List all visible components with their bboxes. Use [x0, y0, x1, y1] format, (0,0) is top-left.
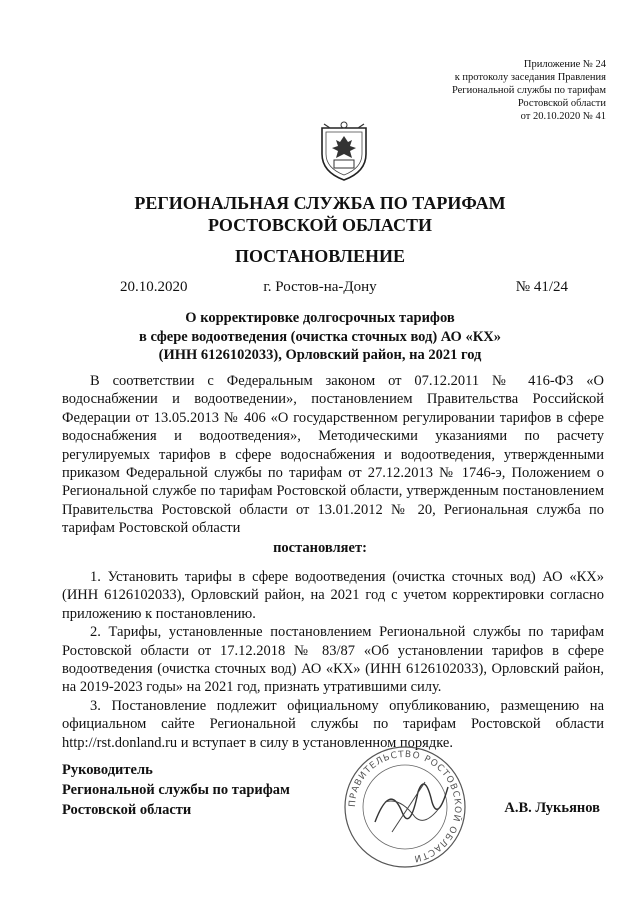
decree-word: постановляет: — [273, 540, 367, 556]
annex-line: от 20.10.2020 № 41 — [520, 111, 606, 122]
position-line: Ростовской области — [62, 802, 192, 818]
annex-line: Приложение № 24 — [523, 59, 606, 70]
seal-text: ПРАВИТЕЛЬСТВО РОСТОВСКОЙ ОБЛАСТИ — [347, 749, 463, 864]
official-seal — [330, 742, 480, 872]
document-type: ПОСТАНОВЛЕНИЕ — [234, 246, 406, 266]
subject-line-3: (ИНН 6126102033), Орловский район, на 2021 год — [158, 347, 482, 363]
document-number: № 41/24 — [515, 279, 568, 295]
position-line: Руководитель — [62, 762, 153, 778]
annex-line: Региональной службы по тарифам — [451, 85, 606, 96]
decree-items — [62, 568, 604, 752]
org-line-1: РЕГИОНАЛЬНАЯ СЛУЖБА ПО ТАРИФАМ — [134, 193, 506, 213]
signer-position — [62, 760, 290, 820]
annex-line: Ростовской области — [517, 98, 606, 109]
signer-name: А.В. Лукьянов — [504, 800, 600, 816]
decree-item: 3. Постановление подлежит официальному опубликованию, размещению на официальном сайте Региональной службы по тарифам Ростовской области http://rst.donland.ru и вступает в силу в установленном порядке. — [62, 697, 604, 751]
decree-item: 2. Тарифы, установленные постановлением Региональной службы по тарифам Ростовской области от 17.12.2018 № 83/87 «Об установлении тарифов в сфере водоотведения (очистка сточных вод) АО «КХ» (ИНН 6126102033), Орловский район, на 2019-2023 годы» на 2021 год, признать утратившими силу. — [62, 624, 604, 696]
org-line-2: РОСТОВСКОЙ ОБЛАСТИ — [208, 215, 432, 235]
position-line: Региональной службы по тарифам — [62, 782, 290, 798]
document-city: г. Ростов-на-Дону — [263, 279, 377, 295]
organization-name — [0, 192, 640, 236]
coat-of-arms-icon — [316, 120, 372, 182]
preamble-paragraph: В соответствии с Федеральным законом от 07.12.2011 № 416-ФЗ «О водоснабжении и водоотведении», постановлением Правительства Российской Федерации от 13.05.2013 № 406 «О государственном регулировании тарифов в сфере водоснабжения и водоотведения», Методическими указаниями по расчету регулируемых тарифов в сфере водоснабжения и водоотведения, утвержденными приказом Федеральной службы по тарифам от 27.12.2013 № 1746-э, Положением о Региональной службе по тарифам Ростовской области, утвержденным постановлением Правительства Ростовской области от 13.01.2012 № 20, Региональная служба по тарифам Ростовской области — [62, 373, 604, 537]
subject-line-1: О корректировке долгосрочных тарифов — [185, 310, 455, 326]
annex-line: к протоколу заседания Правления — [454, 72, 606, 83]
subject-line-2: в сфере водоотведения (очистка сточных вод) АО «КХ» — [139, 328, 501, 345]
document-date: 20.10.2020 — [120, 279, 188, 295]
decree-item: 1. Установить тарифы в сфере водоотведения (очистка сточных вод) АО «КХ» (ИНН 6126102033), Орловский район, на 2021 год с учетом корректировки согласно приложению к постановлению. — [62, 569, 604, 622]
annex-note — [452, 58, 606, 123]
document-subject — [0, 309, 640, 365]
